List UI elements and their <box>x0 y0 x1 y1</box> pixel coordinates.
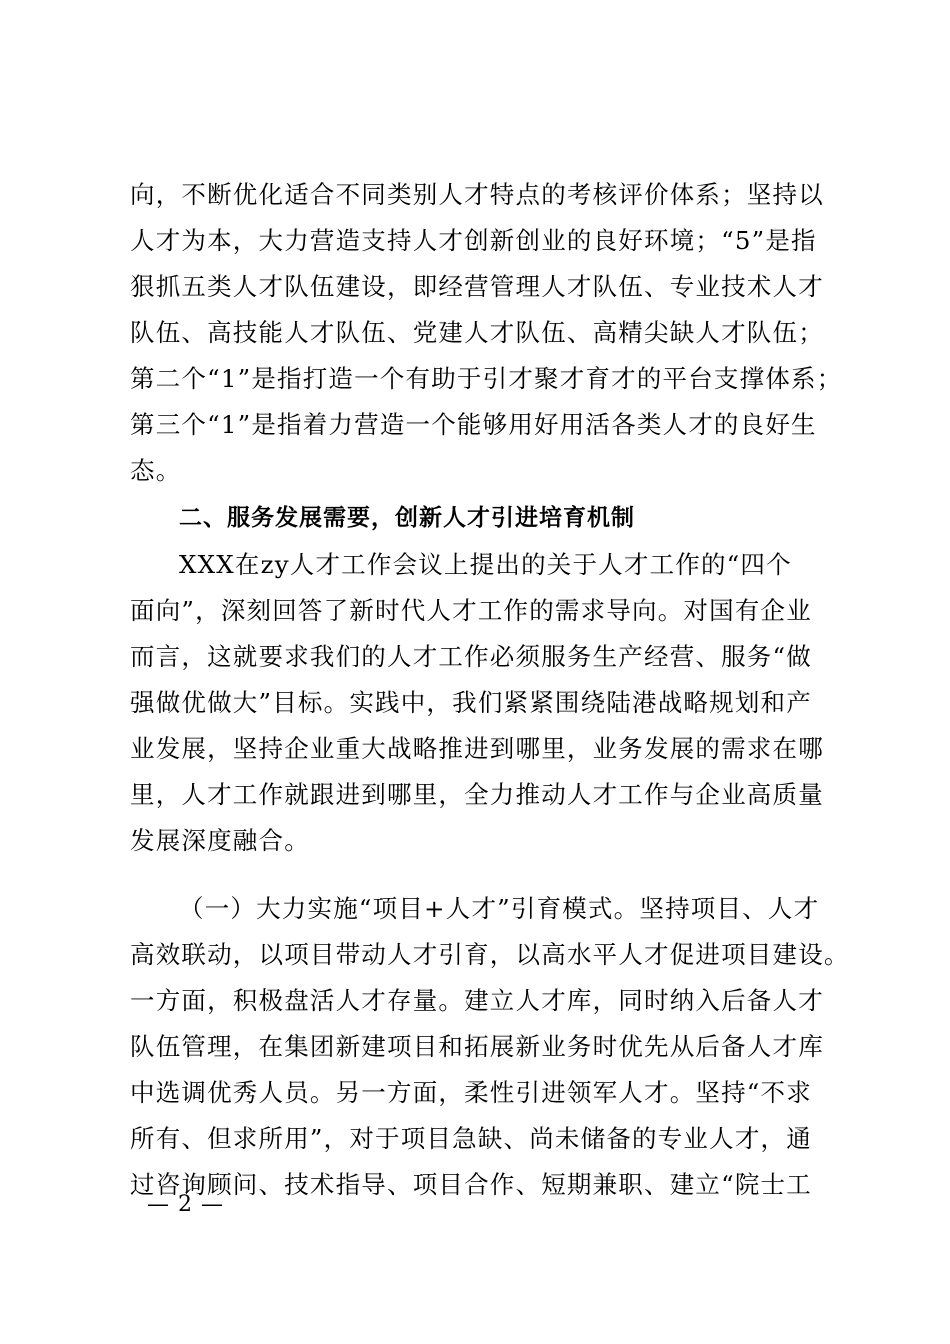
paragraph-line: 狠抓五类人才队伍建设，即经营管理人才队伍、专业技术人才 <box>130 272 824 301</box>
paragraph-line: 过咨询顾问、技术指导、项目合作、短期兼职、建立“院士工 <box>130 1170 812 1199</box>
paragraph-line: 业发展，坚持企业重大战略推进到哪里，业务发展的需求在哪 <box>130 734 824 763</box>
paragraph-line: 而言，这就要求我们的人才工作必须服务生产经营、服务“做 <box>130 642 812 671</box>
paragraph-line: 一方面，积极盘活人才存量。建立人才库，同时纳入后备人才 <box>130 986 824 1015</box>
paragraph-line: （一）大力实施“项目+人才”引育模式。坚持项目、人才 <box>179 894 820 923</box>
paragraph-2 <box>130 542 840 864</box>
paragraph-line: 发展深度融合。 <box>130 826 310 855</box>
paragraph-line: XXX在zy人才工作会议上提出的关于人才工作的“四个 <box>179 550 792 579</box>
paragraph-1 <box>130 172 843 494</box>
paragraph-line: 面向”，深刻回答了新时代人才工作的需求导向。对国有企业 <box>130 596 812 625</box>
paragraph-line: 向，不断优化适合不同类别人才特点的考核评价体系；坚持以 <box>130 180 824 209</box>
paragraph-line: 队伍管理，在集团新建项目和拓展新业务时优先从后备人才库 <box>130 1032 824 1061</box>
paragraph-line: 高效联动，以项目带动人才引育，以高水平人才促进项目建设。 <box>130 940 850 969</box>
document-body <box>130 172 850 1208</box>
page-number: — 2 — <box>147 1192 224 1217</box>
paragraph-line: 里，人才工作就跟进到哪里，全力推动人才工作与企业高质量 <box>130 780 824 809</box>
section-heading: 二、服务发展需要，创新人才引进培育机制 <box>179 505 635 531</box>
paragraph-line: 第二个“1”是指打造一个有助于引才聚才育才的平台支撑体系； <box>130 364 843 393</box>
paragraph-line: 人才为本，大力营造支持人才创新创业的良好环境；“5”是指 <box>130 226 817 255</box>
paragraph-line: 所有、但求所用”，对于项目急缺、尚未储备的专业人才，通 <box>130 1124 812 1153</box>
paragraph-line: 态。 <box>130 456 182 485</box>
paragraph-line: 第三个“1”是指着力营造一个能够用好用活各类人才的良好生 <box>130 410 817 439</box>
paragraph-line: 强做优做大”目标。实践中，我们紧紧围绕陆港战略规划和产 <box>130 688 812 717</box>
paragraph-3 <box>130 886 850 1208</box>
paragraph-line: 中选调优秀人员。另一方面，柔性引进领军人才。坚持“不求 <box>130 1078 812 1107</box>
paragraph-line: 队伍、高技能人才队伍、党建人才队伍、高精尖缺人才队伍； <box>130 318 824 347</box>
paragraph-spacer <box>130 864 840 886</box>
